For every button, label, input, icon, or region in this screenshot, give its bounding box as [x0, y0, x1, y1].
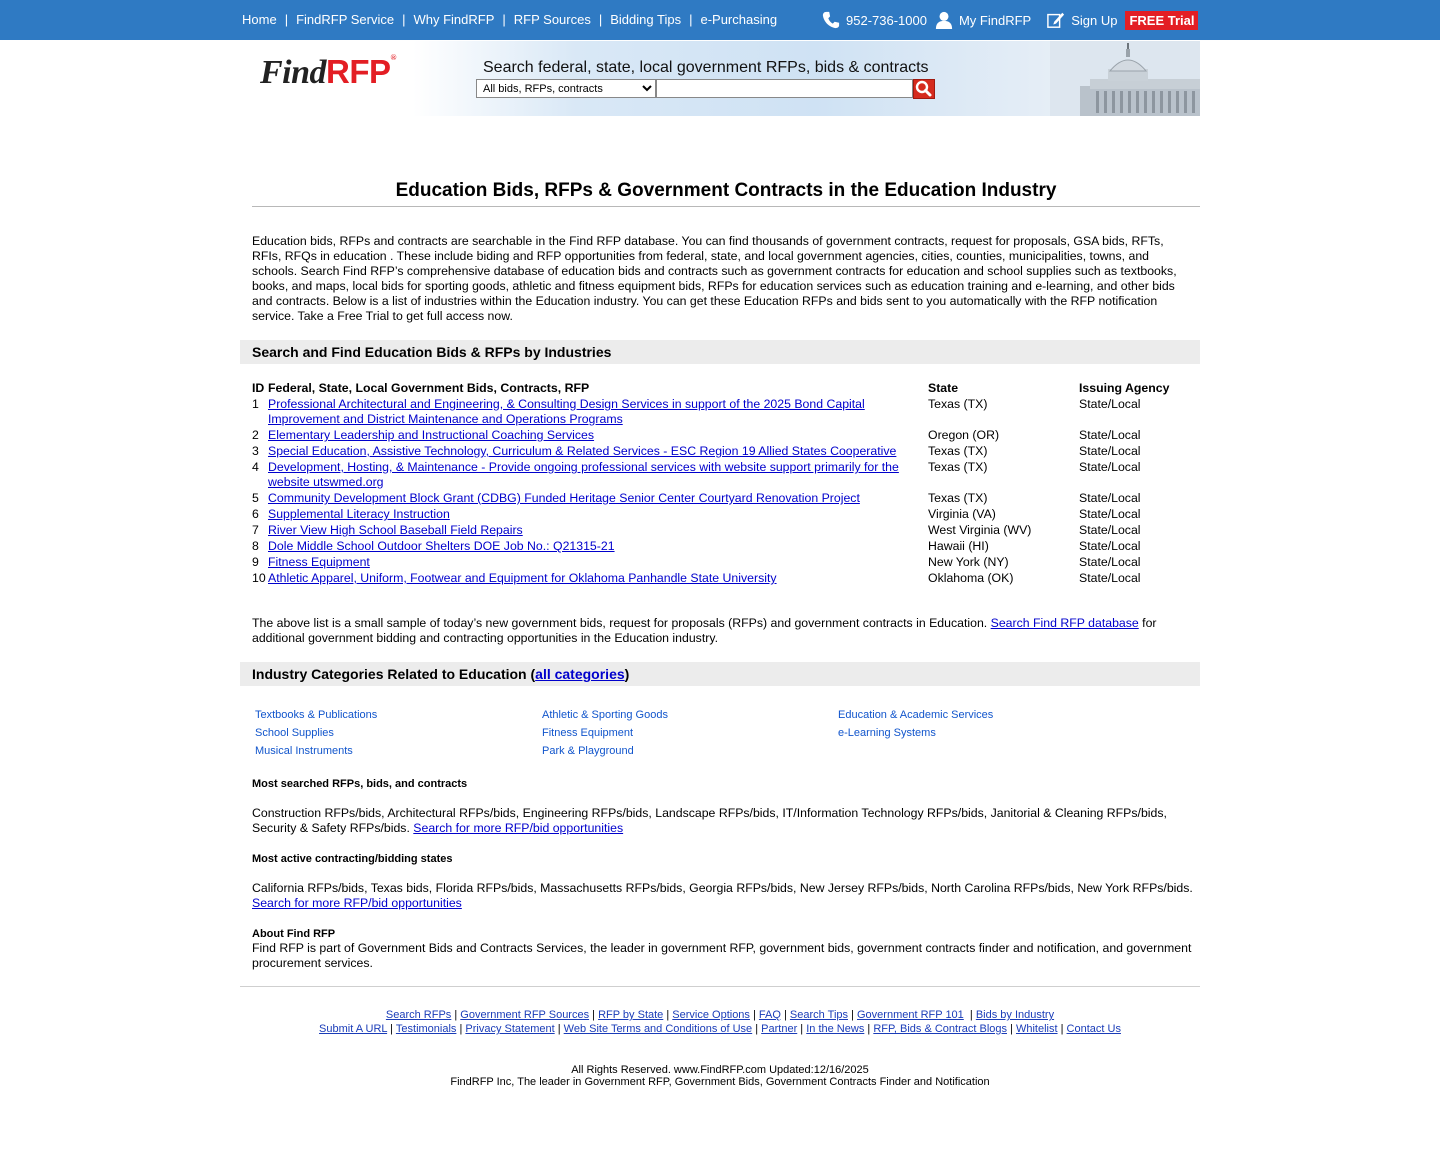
- row-agency: State/Local: [1079, 397, 1141, 411]
- footer-links-row-1: Search RFPs | Government RFP Sources | RFP by State | Service Options | FAQ | Search Tips | Government RFP 101 | Bids by Industry: [385, 1009, 1055, 1021]
- search-database-link[interactable]: Search Find RFP database: [990, 616, 1139, 630]
- bid-title-link[interactable]: Athletic Apparel, Uniform, Footwear and Equipment for Oklahoma Panhandle State University: [268, 571, 777, 585]
- category-link[interactable]: Musical Instruments: [255, 745, 353, 757]
- row-state: Hawaii (HI): [928, 539, 989, 553]
- footer-link[interactable]: Web Site Terms and Conditions of Use: [563, 1023, 753, 1035]
- nav-e-purchasing[interactable]: e-Purchasing: [700, 12, 778, 27]
- bid-title-link[interactable]: Special Education, Assistive Technology, Curriculum & Related Services - ESC Region 19 Allied States Cooperative: [268, 444, 897, 458]
- category-column-3: [838, 706, 993, 742]
- bid-title-link[interactable]: Professional Architectural and Engineering, & Consulting Design Services in support of the 2025 Bond Capital Improvement and District Maintenance and Operations Programs: [268, 397, 865, 426]
- footer-link[interactable]: RFP by State: [598, 1009, 664, 1021]
- table-row: [252, 522, 1200, 538]
- category-link[interactable]: School Supplies: [255, 727, 334, 739]
- bid-title-link[interactable]: Dole Middle School Outdoor Shelters DOE Job No.: Q21315-21: [268, 539, 615, 553]
- edit-icon: [1047, 11, 1065, 29]
- search-button[interactable]: [913, 79, 935, 99]
- user-icon: [935, 11, 953, 29]
- row-id: 4: [252, 460, 259, 474]
- row-agency: State/Local: [1079, 571, 1141, 585]
- most-searched-heading: Most searched RFPs, bids, and contracts: [252, 778, 468, 790]
- table-row: [252, 570, 1200, 586]
- top-navigation-bar: [0, 0, 1440, 40]
- col-header-id: ID: [252, 381, 265, 395]
- phone-number[interactable]: 952-736-1000: [846, 12, 927, 28]
- bid-title-link[interactable]: Elementary Leadership and Instructional Coaching Services: [268, 428, 595, 442]
- title-divider: [252, 206, 1200, 207]
- related-categories-header: Industry Categories Related to Education (all categories): [240, 662, 1200, 686]
- row-agency: State/Local: [1079, 555, 1141, 569]
- row-id: 3: [252, 444, 259, 458]
- nav-why-findrfp[interactable]: Why FindRFP: [413, 12, 495, 27]
- category-link[interactable]: Education & Academic Services: [838, 709, 994, 721]
- search-tagline: Search federal, state, local government RFPs, bids & contracts: [483, 59, 929, 76]
- capitol-building-image: [1050, 41, 1200, 116]
- table-row: [252, 506, 1200, 522]
- footer-link[interactable]: Government RFP Sources: [460, 1009, 590, 1021]
- category-link[interactable]: Textbooks & Publications: [255, 709, 378, 721]
- category-link[interactable]: Park & Playground: [542, 745, 634, 757]
- row-state: Texas (TX): [928, 491, 988, 505]
- table-row: [252, 538, 1200, 554]
- most-active-paragraph: California RFPs/bids, Texas bids, Florida RFPs/bids, Massachusetts RFPs/bids, Georgia RFPs/bids, New Jersey RFPs/bids, North Carolina RFPs/bids, New York RFPs/bids. Search for more RFP/bid opportunities: [252, 881, 1193, 910]
- row-state: Texas (TX): [928, 460, 988, 474]
- row-state: Texas (TX): [928, 444, 988, 458]
- row-agency: State/Local: [1079, 460, 1141, 474]
- nav-findrfp-service[interactable]: FindRFP Service: [296, 12, 395, 27]
- table-row: [252, 490, 1200, 506]
- footer-link[interactable]: Contact Us: [1066, 1023, 1121, 1035]
- footer-link[interactable]: Search RFPs: [385, 1009, 452, 1021]
- phone-icon: [822, 11, 840, 29]
- footer-link[interactable]: Service Options: [672, 1009, 750, 1021]
- nav-rfp-sources[interactable]: RFP Sources: [513, 12, 591, 27]
- row-state: Oregon (OR): [928, 428, 1000, 442]
- header-banner: [240, 41, 1200, 116]
- col-header-agency: Issuing Agency: [1079, 381, 1170, 395]
- row-state: Oklahoma (OK): [928, 571, 1014, 585]
- row-agency: State/Local: [1079, 428, 1141, 442]
- account-area: [822, 10, 1198, 30]
- search-input[interactable]: [656, 79, 913, 98]
- row-id: 7: [252, 523, 259, 537]
- row-id: 8: [252, 539, 259, 553]
- table-row: [252, 459, 1200, 490]
- search-icon: [914, 80, 934, 98]
- table-header-row: [252, 380, 1200, 396]
- bid-title-link[interactable]: Fitness Equipment: [268, 555, 370, 569]
- footer-link[interactable]: Bids by Industry: [975, 1009, 1055, 1021]
- free-trial-button[interactable]: FREE Trial: [1125, 11, 1198, 30]
- col-header-title: Federal, State, Local Government Bids, Contracts, RFP: [268, 381, 590, 395]
- footer-link[interactable]: Whitelist: [1015, 1023, 1058, 1035]
- row-id: 1: [252, 397, 259, 411]
- row-state: New York (NY): [928, 555, 1009, 569]
- nav-home[interactable]: Home: [242, 12, 277, 27]
- about-paragraph: Find RFP is part of Government Bids and Contracts Services, the leader in government RFP, government bids, government contracts finder and notification, and government procurement services.: [252, 941, 1192, 970]
- category-column-2: [542, 706, 668, 760]
- footer-link[interactable]: RFP, Bids & Contract Blogs: [873, 1023, 1007, 1035]
- nav-bidding-tips[interactable]: Bidding Tips: [610, 12, 682, 27]
- row-agency: State/Local: [1079, 507, 1141, 521]
- row-agency: State/Local: [1079, 539, 1141, 553]
- row-agency: State/Local: [1079, 444, 1141, 458]
- table-row: [252, 443, 1200, 459]
- sign-up-link[interactable]: Sign Up: [1071, 12, 1118, 28]
- footer-link[interactable]: Government RFP 101: [857, 1009, 964, 1021]
- more-opportunities-link[interactable]: Search for more RFP/bid opportunities: [252, 896, 462, 910]
- bid-title-link[interactable]: Development, Hosting, & Maintenance - Provide ongoing professional services with website support primarily for the website utswmed.org: [268, 460, 899, 489]
- about-heading: About Find RFP: [252, 928, 336, 940]
- footer-link[interactable]: Partner: [761, 1023, 798, 1035]
- category-column-1: [255, 706, 377, 760]
- intro-paragraph: Education bids, RFPs and contracts are searchable in the Find RFP database. You can find thousands of government contracts, request for proposals, GSA bids, RFTs, RFIs, RFQs in education . These include biding and RFP opportunities from federal, state, and local government agencies, cities, counties, municipalities, towns, and schools. Search Find RFP’s comprehensive database of education bids and contracts such as government contracts for education and school supplies such as textbooks, books, and maps, local bids for sporting goods, athletic and fitness equipment bids, RFPs for education services such as education training and e-learning, and other bids and contracts. Below is a list of industries within the Education industry. You can get these Education RFPs and bids sent to you automatically with the RFP notification service. Take a Free Trial to get full access now.: [252, 234, 1177, 323]
- footer-link[interactable]: Search Tips: [789, 1009, 849, 1021]
- most-searched-paragraph: Construction RFPs/bids, Architectural RFPs/bids, Engineering RFPs/bids, Landscape RFPs/bids, IT/Information Technology RFPs/bids, Janitorial & Cleaning RFPs/bids, Security & Safety RFPs/bids. Search for more RFP/bid opportunities: [252, 806, 1167, 835]
- bids-table: [252, 380, 1200, 586]
- bid-title-link[interactable]: River View High School Baseball Field Repairs: [268, 523, 523, 537]
- footer-divider: [240, 986, 1200, 987]
- page-title: Education Bids, RFPs & Government Contracts in the Education Industry: [395, 180, 1057, 201]
- row-state: Texas (TX): [928, 397, 988, 411]
- row-id: 6: [252, 507, 259, 521]
- more-opportunities-link[interactable]: Search for more RFP/bid opportunities: [413, 821, 624, 835]
- bid-title-link[interactable]: Community Development Block Grant (CDBG) Funded Heritage Senior Center Courtyard Renovation Project: [268, 491, 860, 505]
- my-findrfp-link[interactable]: My FindRFP: [958, 12, 1032, 28]
- category-link[interactable]: Athletic & Sporting Goods: [542, 709, 668, 721]
- copyright: All Rights Reserved. www.FindRFP.com Updated:12/16/2025: [571, 1064, 869, 1076]
- col-header-state: State: [928, 381, 959, 395]
- table-row: [252, 396, 1200, 427]
- all-categories-link[interactable]: all categories: [535, 666, 625, 682]
- category-link[interactable]: e-Learning Systems: [838, 727, 936, 739]
- findrfp-logo[interactable]: FindRFP®: [260, 53, 397, 91]
- row-id: 10: [252, 571, 266, 585]
- row-id: 2: [252, 428, 259, 442]
- main-nav: Home | FindRFP Service | Why FindRFP | RFP Sources | Bidding Tips | e-Purchasing: [242, 12, 778, 27]
- row-state: Virginia (VA): [928, 507, 996, 521]
- footer-tagline: FindRFP Inc, The leader in Government RFP, Government Bids, Government Contracts Finder and Notification: [450, 1076, 990, 1088]
- row-agency: State/Local: [1079, 523, 1141, 537]
- footer-link[interactable]: Privacy Statement: [465, 1023, 555, 1035]
- footer-link[interactable]: Testimonials: [395, 1023, 457, 1035]
- row-id: 9: [252, 555, 259, 569]
- row-id: 5: [252, 491, 259, 505]
- table-row: [252, 554, 1200, 570]
- footer-link[interactable]: In the News: [806, 1023, 865, 1035]
- bid-title-link[interactable]: Supplemental Literacy Instruction: [268, 507, 450, 521]
- industries-section-header: Search and Find Education Bids & RFPs by Industries: [240, 340, 1200, 364]
- footer-links-row-2: Submit A URL | Testimonials | Privacy Statement | Web Site Terms and Conditions of Use | Partner | In the News | RFP, Bids & Contract Blogs | Whitelist | Contact Us: [319, 1023, 1121, 1035]
- row-agency: State/Local: [1079, 491, 1141, 505]
- most-active-heading: Most active contracting/bidding states: [252, 853, 453, 865]
- search-scope-select[interactable]: [476, 79, 656, 98]
- sample-note: The above list is a small sample of today’s new government bids, request for proposals (RFPs) and government contracts in Education. Search Find RFP database for additional government bidding and contracting opportunities in the Education industry.: [252, 616, 1157, 645]
- footer-link[interactable]: Submit A URL: [319, 1023, 388, 1035]
- footer-link[interactable]: FAQ: [758, 1009, 781, 1021]
- row-state: West Virginia (WV): [928, 523, 1032, 537]
- category-link[interactable]: Fitness Equipment: [542, 727, 634, 739]
- table-row: [252, 427, 1200, 443]
